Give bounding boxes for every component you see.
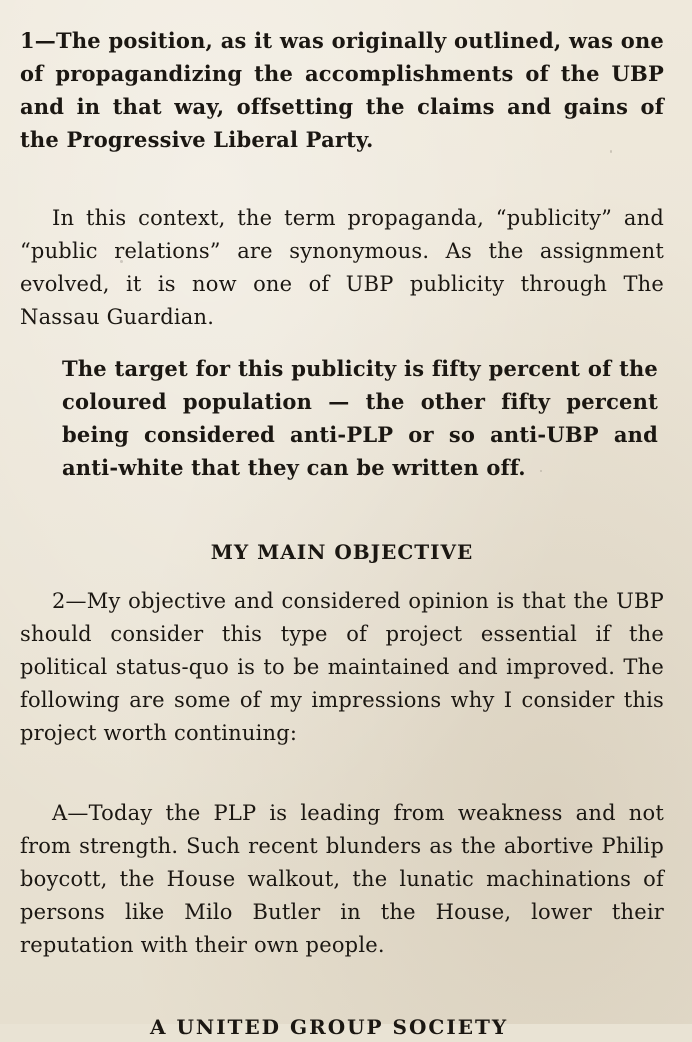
paragraph-5: A—Today the PLP is leading from weakness and not from strength. Such recent blunders as the abortive Philip boycott, the House walkout, the lunatic machinations of persons like Milo Butler in the House, lower their reputation with their own people. bbox=[20, 801, 664, 957]
paragraph-3: The target for this publicity is fifty percent of the coloured population — the other fifty percent being considered anti-PLP or so anti-UBP and anti-white that they can be written off. bbox=[62, 356, 658, 480]
paragraph-2: In this context, the term propaganda, “publicity” and “public relations” are synonymous. As the assignment evolved, it is now one of UBP publicity through The Nassau Guardian. bbox=[20, 206, 664, 329]
paragraph-1: 1—The position, as it was originally outlined, was one of propagandizing the accomplishments of the UBP and in that way, offsetting the claims and gains of the Progressive Liberal Party. bbox=[20, 28, 664, 152]
paper-speck bbox=[540, 470, 542, 472]
paper-speck bbox=[300, 880, 303, 882]
paragraph-4: 2—My objective and considered opinion is that the UBP should consider this type of project essential if the political status-quo is to be maintained and improved. The following are some of my impressions why I consider this project worth continuing: bbox=[20, 589, 664, 745]
paper-speck bbox=[610, 150, 612, 153]
paper-speck bbox=[120, 260, 123, 263]
section-heading: MY MAIN OBJECTIVE bbox=[210, 540, 474, 564]
cutoff-heading: A UNITED GROUP SOCIETY bbox=[150, 1015, 509, 1039]
